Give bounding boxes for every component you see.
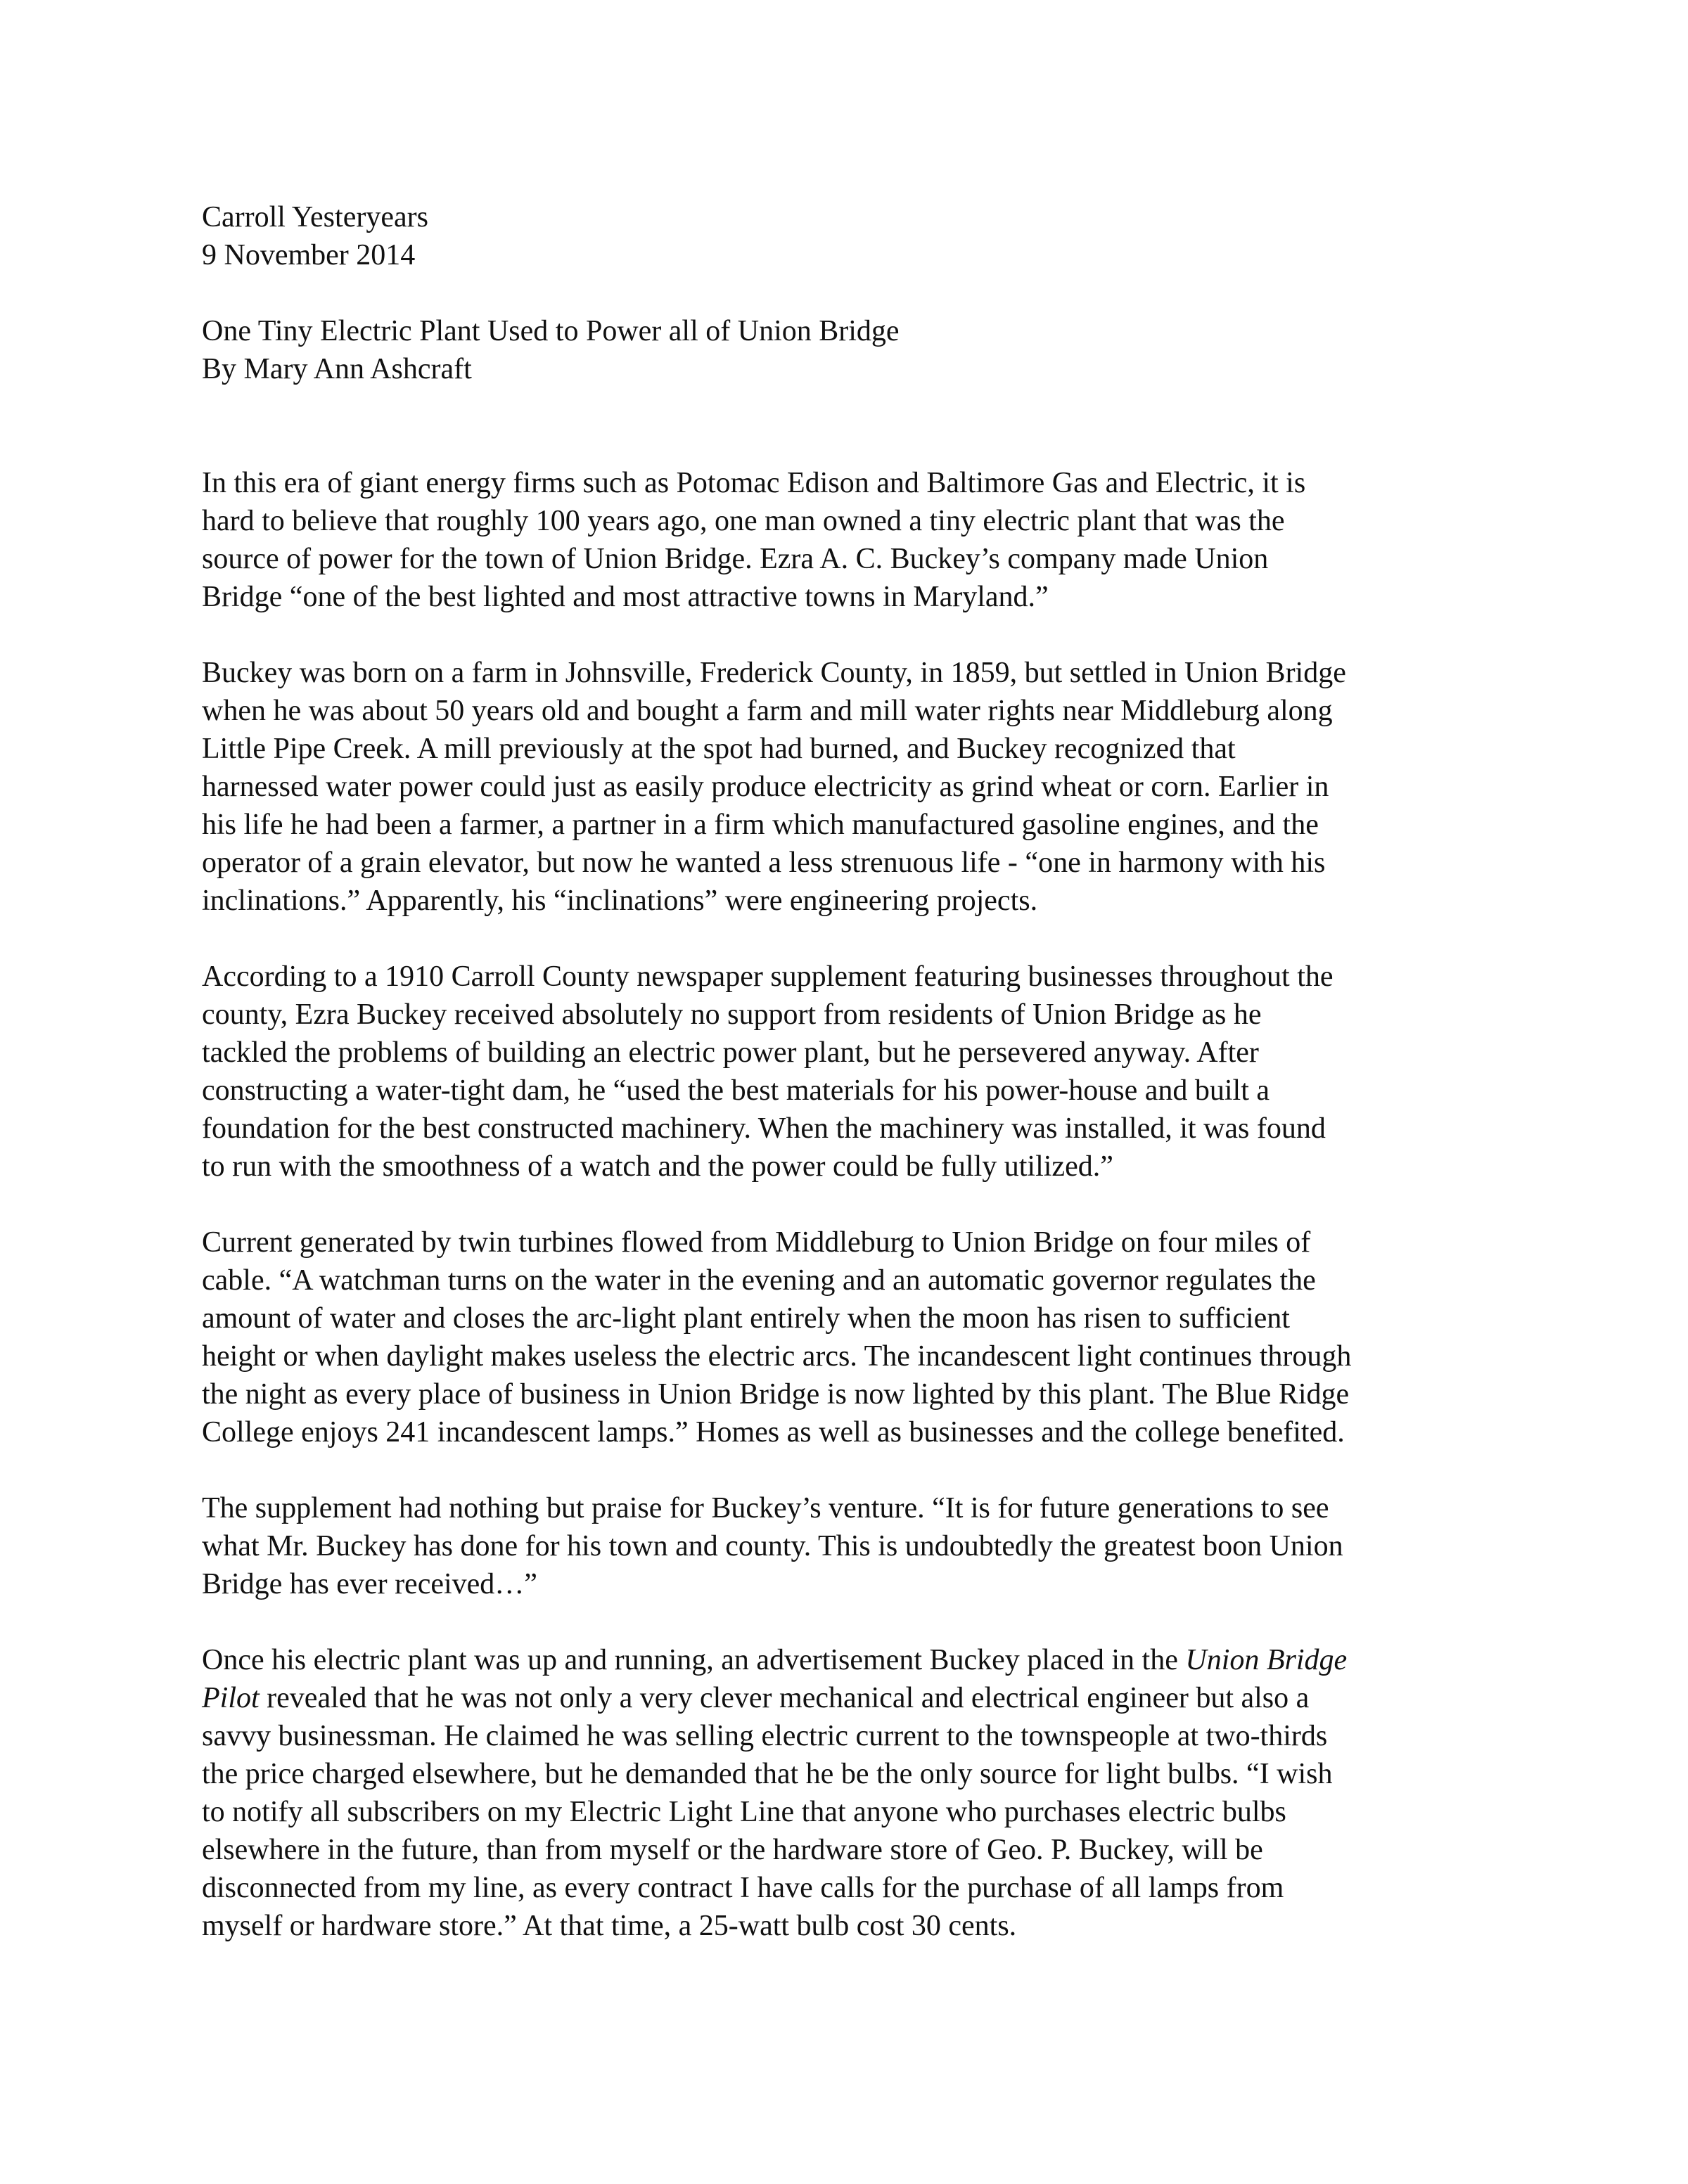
header-block <box>202 198 1510 274</box>
paragraph-3 <box>202 958 1510 1186</box>
paragraph-line: height or when daylight makes useless the electric arcs. The incandescent light continues through <box>202 1340 1352 1373</box>
paragraph-line: inclinations.” Apparently, his “inclinations” were engineering projects. <box>202 885 1038 917</box>
paragraph-line: elsewhere in the future, than from myself or the hardware store of Geo. P. Buckey, will be <box>202 1834 1263 1866</box>
article-byline: By Mary Ann Ashcraft <box>202 353 472 385</box>
paragraph-line: what Mr. Buckey has done for his town and county. This is undoubtedly the greatest boon Union <box>202 1530 1343 1562</box>
document-body <box>202 198 1510 1945</box>
paragraph-line: constructing a water-tight dam, he “used the best materials for his power-house and built a <box>202 1074 1270 1107</box>
paragraph-text: revealed that he was not only a very clever mechanical and electrical engineer but also a <box>259 1682 1310 1714</box>
paragraph-line: the price charged elsewhere, but he demanded that he be the only source for light bulbs. “I wish <box>202 1758 1333 1790</box>
paragraph-4 <box>202 1223 1510 1451</box>
paragraph-line: Bridge has ever received…” <box>202 1568 537 1600</box>
paragraph-line: his life he had been a farmer, a partner in a firm which manufactured gasoline engines, and the <box>202 809 1319 841</box>
paragraph-line: when he was about 50 years old and bought a farm and mill water rights near Middleburg along <box>202 695 1333 727</box>
paragraph-line: College enjoys 241 incandescent lamps.” Homes as well as businesses and the college benefited. <box>202 1416 1345 1448</box>
paragraph-5 <box>202 1489 1510 1603</box>
paragraph-line: Current generated by twin turbines flowed from Middleburg to Union Bridge on four miles of <box>202 1226 1311 1259</box>
paragraph-line: savvy businessman. He claimed he was selling electric current to the townspeople at two-thirds <box>202 1720 1328 1752</box>
newspaper-name-italic: Union Bridge <box>1185 1644 1348 1676</box>
paragraph-line: operator of a grain elevator, but now he wanted a less strenuous life - “one in harmony with his <box>202 847 1326 879</box>
paragraph-line: Buckey was born on a farm in Johnsville, Frederick County, in 1859, but settled in Union Bridge <box>202 657 1346 689</box>
paragraph-1 <box>202 464 1510 616</box>
paragraph-2 <box>202 654 1510 920</box>
paragraph-6 <box>202 1641 1510 1945</box>
paragraph-line: the night as every place of business in Union Bridge is now lighted by this plant. The Blue Ridge <box>202 1378 1350 1411</box>
paragraph-line: foundation for the best constructed machinery. When the machinery was installed, it was found <box>202 1112 1326 1145</box>
paragraph-line: source of power for the town of Union Bridge. Ezra A. C. Buckey’s company made Union <box>202 543 1269 575</box>
paragraph-line: tackled the problems of building an electric power plant, but he persevered anyway. After <box>202 1036 1259 1069</box>
paragraph-line: harnessed water power could just as easily produce electricity as grind wheat or corn. Earlier in <box>202 771 1329 803</box>
paragraph-line: county, Ezra Buckey received absolutely no support from residents of Union Bridge as he <box>202 998 1262 1031</box>
publication-date: 9 November 2014 <box>202 239 416 271</box>
paragraph-line: Bridge “one of the best lighted and most attractive towns in Maryland.” <box>202 581 1049 613</box>
paragraph-line: to run with the smoothness of a watch and the power could be fully utilized.” <box>202 1150 1113 1183</box>
paragraph-line: myself or hardware store.” At that time, a 25-watt bulb cost 30 cents. <box>202 1910 1017 1942</box>
paragraph-text: Once his electric plant was up and running, an advertisement Buckey placed in the <box>202 1644 1186 1676</box>
article-title: One Tiny Electric Plant Used to Power all of Union Bridge <box>202 315 900 347</box>
paragraph-line: According to a 1910 Carroll County newspaper supplement featuring businesses throughout the <box>202 961 1334 993</box>
newspaper-name-italic: Pilot <box>202 1682 260 1714</box>
paragraph-line <box>202 1679 1510 1717</box>
paragraph-line: The supplement had nothing but praise for Buckey’s venture. “It is for future generations to see <box>202 1492 1329 1524</box>
paragraph-line <box>202 1641 1510 1679</box>
paragraph-line: hard to believe that roughly 100 years ago, one man owned a tiny electric plant that was the <box>202 505 1285 537</box>
paragraph-line: In this era of giant energy firms such as Potomac Edison and Baltimore Gas and Electric, it is <box>202 467 1306 499</box>
paragraph-line: to notify all subscribers on my Electric Light Line that anyone who purchases electric bulbs <box>202 1796 1286 1828</box>
publication-name: Carroll Yesteryears <box>202 201 428 233</box>
paragraph-line: Little Pipe Creek. A mill previously at the spot had burned, and Buckey recognized that <box>202 733 1236 765</box>
paragraph-line: amount of water and closes the arc-light plant entirely when the moon has risen to sufficient <box>202 1302 1290 1335</box>
paragraph-line: disconnected from my line, as every contract I have calls for the purchase of all lamps from <box>202 1872 1284 1904</box>
title-block <box>202 312 1510 388</box>
paragraph-line: cable. “A watchman turns on the water in the evening and an automatic governor regulates the <box>202 1264 1316 1297</box>
